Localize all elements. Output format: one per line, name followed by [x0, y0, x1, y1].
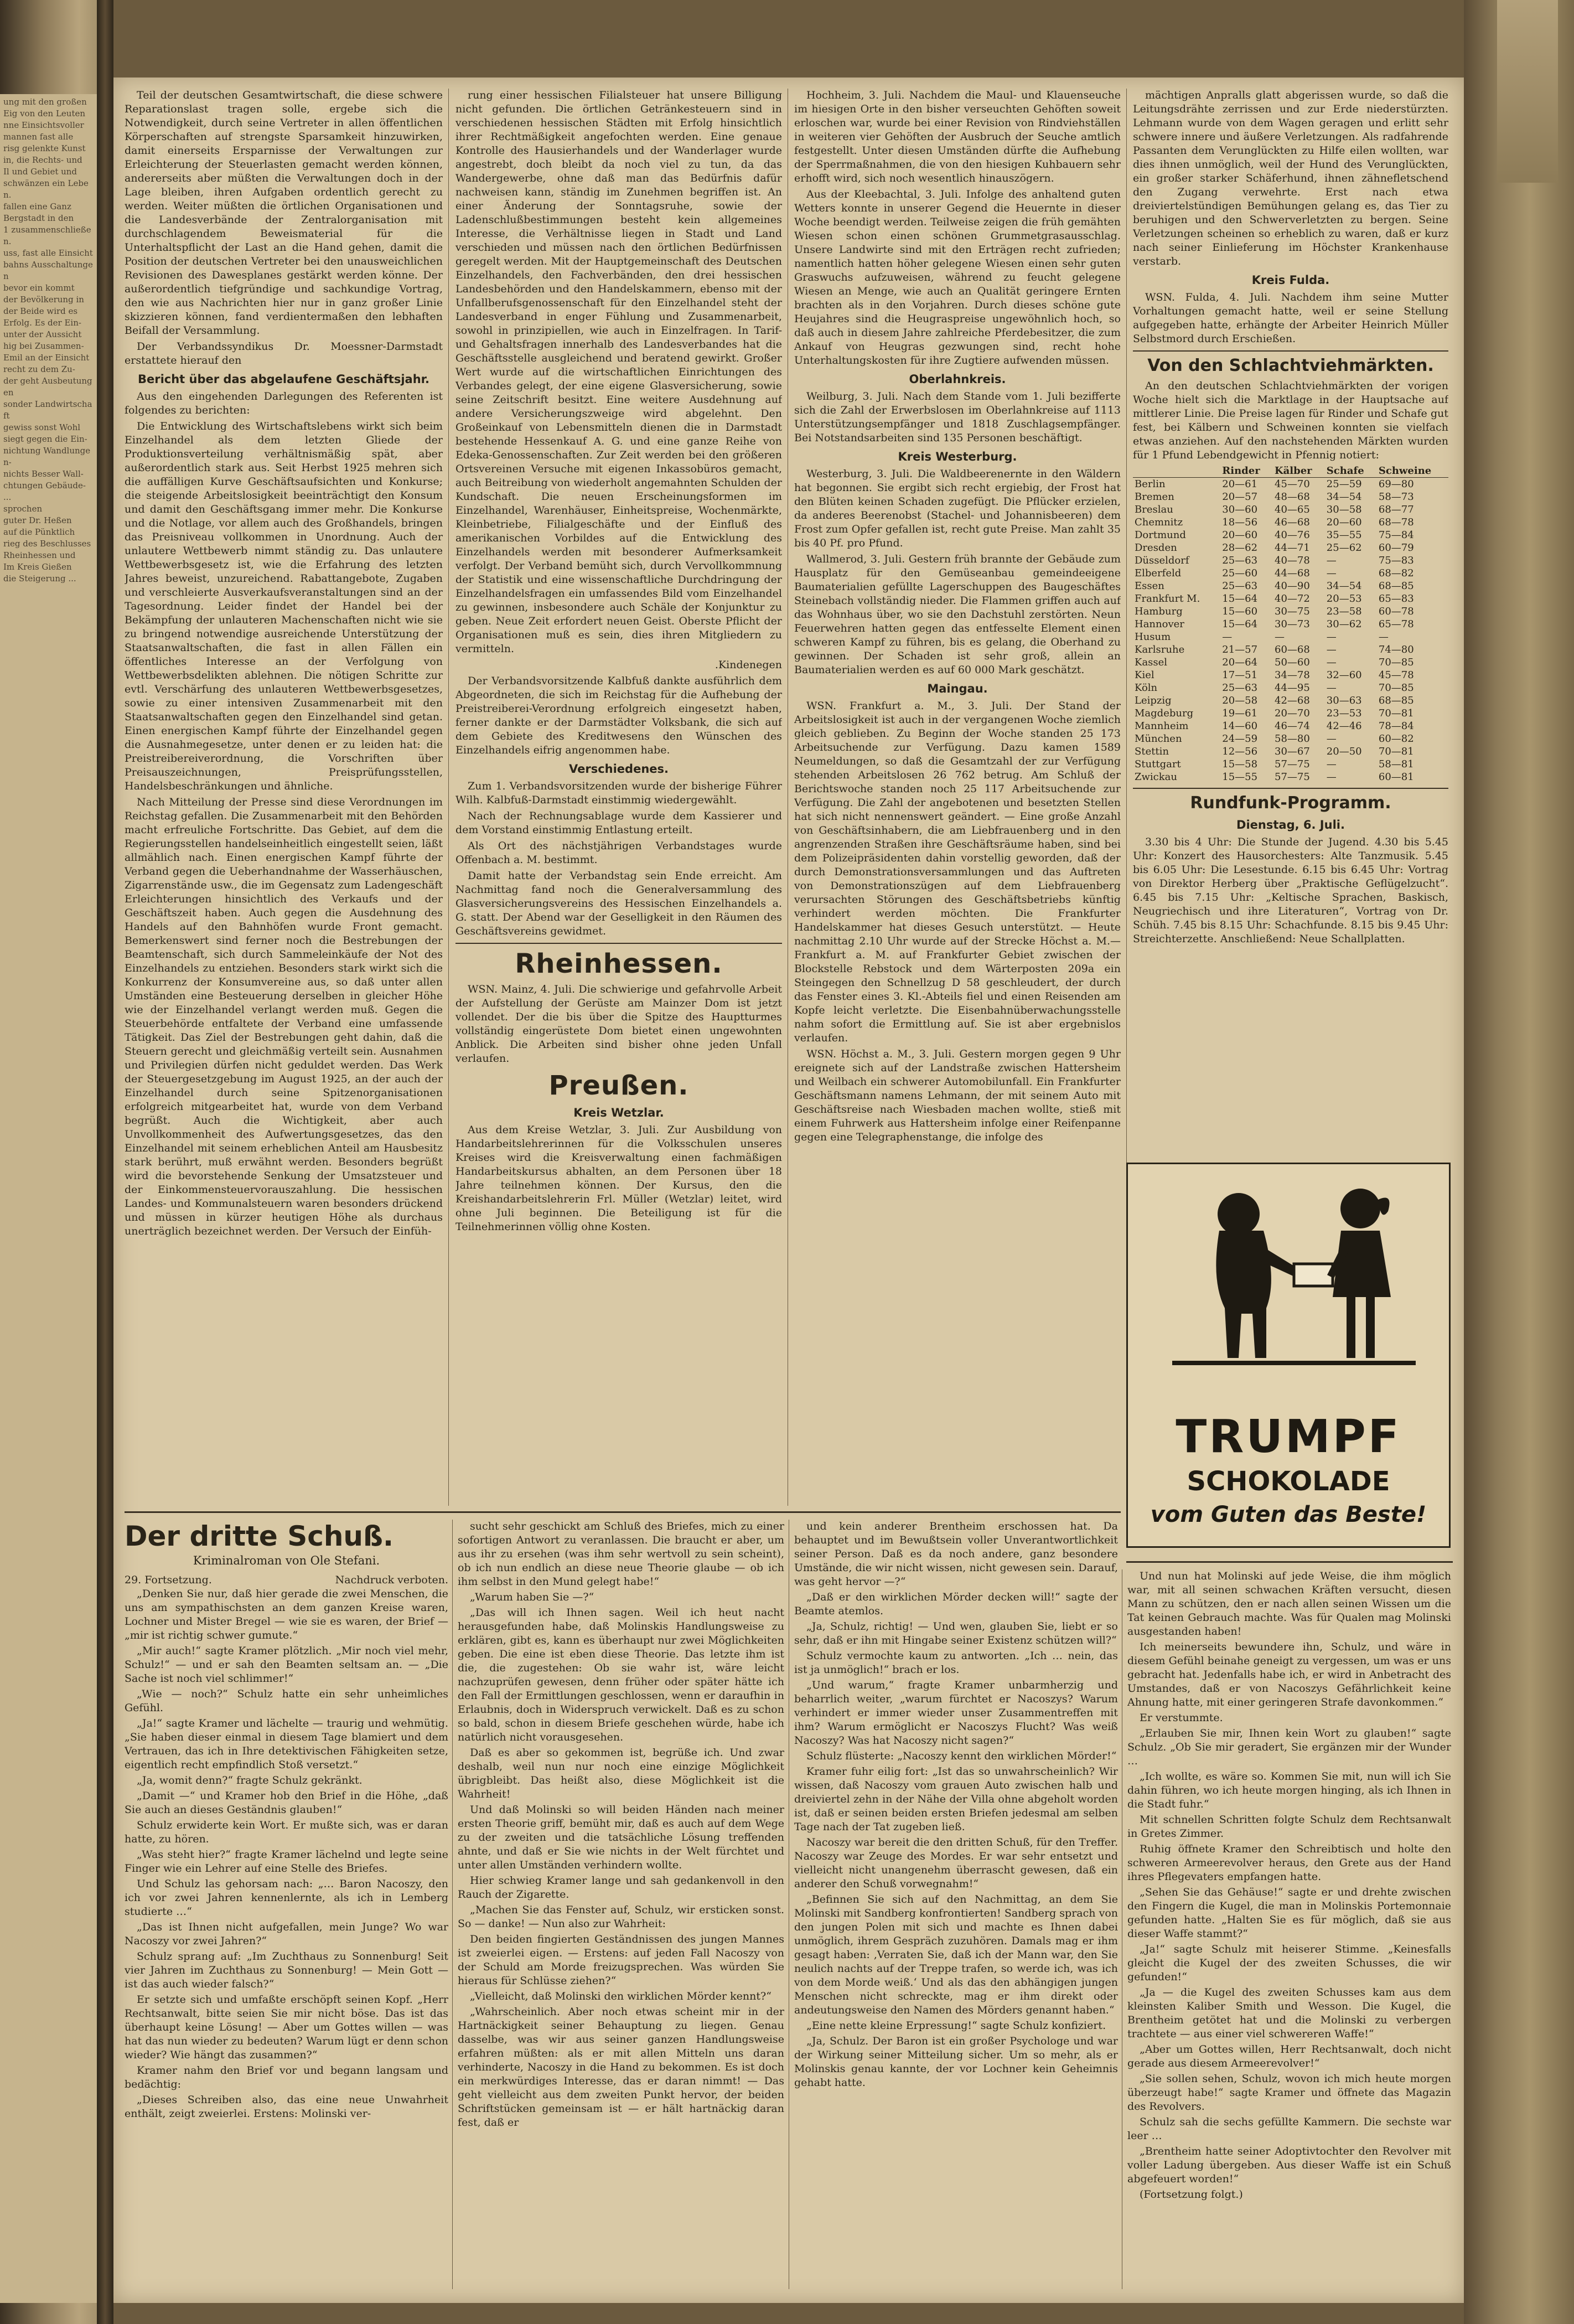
price-cell: 68—82	[1378, 567, 1414, 579]
serial-paragraph: Ich meinerseits bewundere ihn, Schulz, und wäre in diesem Gefühl beinahe geneigt zu vergessen, um was er uns gebracht hat. Jedenfalls habe ich, er wird in Anbetracht des Umstandes, daß er von Nacoszys Gefährlichkeit keine Ahnung hatte, mit einer geringeren Strafe davonkommen.“	[1127, 1641, 1451, 1708]
price-cell: 44—95	[1275, 682, 1310, 694]
section-heading-fulda: Kreis Fulda.	[1251, 273, 1330, 287]
serial-paragraph: Und nun hat Molinski auf jede Weise, die ihm möglich war, mit all seinen schwachen Kräften versucht, diesen Mann zu schützen, den er nach allen seinen Wissen um die Tat keinen Gebrauch machte. Was für Qualen mag Molinski ausgestanden haben!	[1127, 1570, 1451, 1638]
price-cell: 45—70	[1275, 478, 1310, 490]
serial-paragraph: und kein anderer Brentheim erschossen hat. Da behauptet und im Bewußtsein voller Unverantwortlichkeit seiner Person. Daß es da noch andere, ganz besondere Umstände, die wir nicht wissen, nicht gewesen sein. Darauf, was geht hervor —?“	[794, 1520, 1118, 1588]
column-3	[794, 89, 1121, 1506]
ad-brand-name: TRUMPF	[1176, 1411, 1401, 1463]
table-row	[1133, 758, 1448, 771]
section-heading-oberlahnkreis: Oberlahnkreis.	[909, 373, 1006, 386]
price-cell: 19—61	[1222, 707, 1258, 719]
serial-paragraph: Ruhig öffnete Kramer den Schreibtisch und holte den schweren Armeerevolver heraus, den Grete aus der Hand ihres Pflegevaters empfangen hatte.	[1127, 1843, 1451, 1883]
price-cell: 20—64	[1222, 657, 1258, 668]
article-paragraph: Zum 1. Verbandsvorsitzenden wurde der bisherige Führer Wilh. Kalbfuß-Darmstadt einstimmig wiedergewählt.	[455, 780, 782, 806]
price-cell: 25—59	[1326, 478, 1362, 490]
serial-paragraph: Schulz sah die sechs gefüllte Kammern. Die sechste war leer …	[1127, 2116, 1451, 2142]
serial-column-4	[1127, 1569, 1451, 2289]
price-cell: —	[1326, 682, 1337, 694]
serial-paragraph: Und daß Molinski so will beiden Händen nach meiner ersten Theorie griff, bemüht mir, daß es auch auf dem Wege zu der zweiten und die tatsächliche Lösung treffenden ahnte, und daß er Sie wie nichts in der Welt fürchtet und unter allen Umständen verhindern wollte.	[458, 1804, 784, 1871]
price-cell: 14—60	[1222, 720, 1258, 732]
serial-paragraph: „Damit —“ und Kramer hob den Brief in die Höhe, „daß Sie auch an dieses Geständnis glauben!“	[125, 1790, 448, 1816]
serial-paragraph: „Das ist Ihnen nicht aufgefallen, mein Junge? Wo war Nacoszy vor zwei Jahren?“	[125, 1921, 448, 1947]
serial-paragraph: „Mir auch!“ sagte Kramer plötzlich. „Mir noch viel mehr, Schulz!“ — und er sah den Beamten seltsam an. — „Die Sache ist noch viel schlimmer!“	[125, 1645, 448, 1685]
article-paragraph: WSN. Fulda, 4. Juli. Nachdem ihm seine Mutter Vorhaltungen gemacht hatte, weil er seine Stellung aufgegeben hatte, erhängte der Arbeiter Heinrich Müller Selbstmord durch Erschießen.	[1133, 291, 1448, 345]
price-cell: 23—53	[1326, 707, 1362, 719]
price-cell: 20—61	[1222, 478, 1258, 490]
price-cell: 48—68	[1275, 491, 1310, 503]
price-cell: 68—77	[1378, 504, 1414, 515]
serial-paragraph: Schulz erwiderte kein Wort. Er mußte sich, was er daran hatte, zu hören.	[125, 1819, 448, 1845]
serial-header	[125, 1520, 448, 1587]
price-cell: 17—51	[1222, 669, 1258, 681]
price-cell: 30—62	[1326, 618, 1362, 630]
serial-paragraph: „Ja, Schulz, richtig! — Und wen, glauben Sie, liebt er so sehr, daß er ihn mit Hingabe seiner Existenz schützen will?“	[794, 1620, 1118, 1646]
table-header-cell	[1133, 464, 1220, 478]
price-cell: 75—83	[1378, 555, 1414, 566]
serial-paragraph: „Wie — noch?“ Schulz hatte ein sehr unheimliches Gefühl.	[125, 1688, 448, 1714]
market-city-cell: Köln	[1135, 682, 1158, 694]
price-cell: 34—54	[1326, 580, 1362, 592]
table-row	[1133, 503, 1448, 516]
market-city-cell: München	[1135, 733, 1182, 745]
price-cell: 30—60	[1222, 504, 1258, 515]
section-heading-wetzlar: Kreis Wetzlar.	[573, 1106, 664, 1119]
serial-paragraph: „Ja — die Kugel des zweiten Schusses kam aus dem kleinsten Kaliber Smith und Wesson. Die Kugel, die Brentheim getötet hat und die Molinski zu verbergen trachtete — aus einer viel schwereren Waffe!“	[1127, 1986, 1451, 2040]
market-city-cell: Karlsruhe	[1135, 644, 1185, 655]
price-cell: 21—57	[1222, 644, 1258, 655]
article-paragraph: Aus den eingehenden Darlegungen des Referenten ist folgendes zu berichten:	[125, 390, 443, 416]
serial-paragraph: sucht sehr geschickt am Schluß des Briefes, mich zu einer sofortigen Antwort zu veranlassen. Die braucht er aber, um aus ihr zu ersehen (was ihm sehr wertvoll zu sein scheint), ob ich nun endlich an diese neue Theorie glaube — ob ich ihm selbst in den Mund gelegt habe!“	[458, 1520, 784, 1588]
price-cell: 68—85	[1378, 695, 1414, 706]
price-cell: 68—85	[1378, 580, 1414, 592]
serial-paragraph: „Befinnen Sie sich auf den Nachmittag, an dem Sie Molinski mit Sandberg konfrontierten! Sandberg sprach von den jungen Polen mit sich und machte es Ihnen dabei unmöglich, ihrem Gespräch zuzuhören. Damals mag er ihm gesagt haben: ‚Verraten Sie, daß ich der Mann war, den Sie neulich nachts auf der Treppe trafen, so werde ich, was ich von dem Morde weiß.‘ Und als das den abhängigen jungen Menschen nicht schreckte, mag er ihm direkt oder andeutungsweise den Namen des Mörders genannt haben.“	[794, 1893, 1118, 2016]
price-cell: 12—56	[1222, 746, 1258, 757]
price-cell: —	[1326, 733, 1337, 745]
previous-page-text: ung mit den großen Eig von den Leuten nne Einsichtsvoller mannen fast alle risg gelenkte Kunst in, die Rechts- und Il und Gebiet und schwänzen ein Leben. fallen eine Ganz Bergstadt in den 1 zusammenschließen. uss, fast alle Einsicht bahns Ausschaltungen bevor ein kommt der Bevölkerung in der Beide wird es Erfolg. Es der Ein- unter der Aussicht hig bei Zusammen- Emil an der Einsicht recht zu dem Zu- der geht Ausbeutungen sonder Landwirtschaft gewiss sonst Wohl siegt gegen die Ein- nichtung Wandlungen- nichts Besser Wall- chtungen Gebäude- ... sprochen guter Dr. Heßen auf die Pünktlich rieg des Beschlusses Rheinhessen und Im Kreis Gießen die Steigerung ...	[3, 97, 93, 583]
livestock-price-table	[1133, 464, 1448, 783]
serial-paragraph: „Ja!“ sagte Schulz mit heiserer Stimme. „Keinesfalls gleicht die Kugel der des zweiten Schusses, die wir gefunden!“	[1127, 1943, 1451, 1983]
serial-paragraph: „Dieses Schreiben also, das eine neue Unwahrheit enthält, zeigt zweierlei. Erstens: Molinski ver-	[125, 2094, 448, 2120]
article-paragraph: Westerburg, 3. Juli. Die Waldbeerenernte in den Wäldern hat begonnen. Sie ergibt sich recht ergiebig, der Frost hat den Blüten keinen Schaden zugefügt. Die Pflücker erzielen, da anderes Beerenobst (Stachel- und Johannisbeeren) dem Frost zum Opfer gefallen ist, recht gute Preise. Man zahlt 35 bis 40 Pf. pro Pfund.	[794, 468, 1121, 549]
table-header-cell: Rinder	[1220, 464, 1273, 478]
price-cell: 35—55	[1326, 529, 1362, 541]
price-cell: 20—50	[1326, 746, 1362, 757]
serial-paragraph: (Fortsetzung folgt.)	[1140, 2188, 1243, 2201]
table-row	[1133, 478, 1448, 491]
price-cell: 70—81	[1378, 707, 1414, 719]
serial-paragraph: Mit schnellen Schritten folgte Schulz dem Rechtsanwalt in Gretes Zimmer.	[1127, 1814, 1451, 1840]
table-row	[1133, 643, 1448, 656]
page-divider	[1126, 1561, 1453, 1563]
article-paragraph: An den deutschen Schlachtviehmärkten der vorigen Woche hielt sich die Marktlage in der Hauptsache auf mittlerer Linie. Die Preise lagen für Rinder und Schafe gut fest, bei Kälbern und Schweinen konnten sie vielfach etwas anziehen. Auf den nachstehenden Märkten wurden für 1 Pfund Lebendgewicht in Pfennig notiert:	[1133, 380, 1448, 461]
serial-paragraph: Schulz vermochte kaum zu antworten. „Ich … nein, das ist ja unmöglich!“ brach er los.	[794, 1650, 1118, 1676]
serial-paragraph: Und Schulz las gehorsam nach: „… Baron Nacoszy, den ich vor zwei Jahren kennenlernte, als ich in Lemberg studierte …“	[125, 1878, 448, 1918]
price-cell: 34—78	[1275, 669, 1310, 681]
price-cell: 60—68	[1275, 644, 1310, 655]
table-row	[1133, 745, 1448, 758]
serial-paragraph: Schulz sprang auf: „Im Zuchthaus zu Sonnenburg! Seit vier Jahren im Zuchthaus zu Sonnenburg! — Mein Gott — ist das auch wieder falsch?“	[125, 1950, 448, 1990]
serial-rights: Nachdruck verboten.	[335, 1574, 448, 1586]
market-city-cell: Frankfurt M.	[1135, 593, 1200, 605]
market-city-cell: Leipzig	[1135, 695, 1172, 706]
article-paragraph: Der Verbandssyndikus Dr. Moessner-Darmstadt erstattete hierauf den	[125, 340, 443, 366]
price-cell: —	[1222, 631, 1233, 643]
price-cell: —	[1326, 644, 1337, 655]
serial-paragraph: „Ich wollte, es wäre so. Kommen Sie mit, nun will ich Sie dahin führen, wo ich heute morgen hinging, als ich Ihnen in die Stadt fuhr.“	[1127, 1770, 1451, 1810]
price-cell: 25—62	[1326, 542, 1362, 554]
table-row	[1133, 567, 1448, 580]
article-paragraph: .Kindenegen	[714, 659, 782, 671]
previous-page-fragment	[0, 94, 97, 2303]
market-city-cell: Kiel	[1135, 669, 1154, 681]
price-cell: 50—60	[1275, 657, 1310, 668]
serial-subtitle: Kriminalroman von Ole Stefani.	[193, 1554, 380, 1567]
serial-paragraph: „Machen Sie das Fenster auf, Schulz, wir ersticken sonst. So — danke! — Nun also zur Wahrheit:	[458, 1904, 784, 1930]
market-city-cell: Magdeburg	[1135, 707, 1194, 719]
serial-text	[794, 1520, 1118, 2090]
serial-paragraph: „Warum haben Sie —?“	[470, 1591, 594, 1603]
section-heading-rundfunk: Rundfunk-Programm.	[1190, 793, 1391, 813]
column-2	[455, 89, 782, 1506]
serial-paragraph: Daß es aber so gekommen ist, begrüße ich. Und zwar deshalb, weil nun nur noch eine einzige Möglichkeit übrigbleibt. Das heißt also, diese Möglichkeit ist die Wahrheit!	[458, 1747, 784, 1800]
table-row	[1133, 580, 1448, 592]
serial-paragraph: „Und warum,“ fragte Kramer unbarmherzig und beharrlich weiter, „warum fürchtet er Nacoszys? Warum verhindert er immer wieder unser Zusammentreffen mit ihm? Warum ermöglicht er Nacoszys Flucht? Was weiß Nacoszy? Was hat Nacoszy nicht sagen?“	[794, 1679, 1118, 1747]
market-city-cell: Chemnitz	[1135, 517, 1183, 528]
table-row	[1133, 669, 1448, 681]
table-header-cell: Kälber	[1273, 464, 1325, 478]
price-cell: 23—58	[1326, 606, 1362, 617]
rundfunk-date: Dienstag, 6. Juli.	[1236, 818, 1345, 832]
price-cell: 20—70	[1275, 707, 1310, 719]
price-cell: 58—81	[1378, 758, 1414, 770]
serial-paragraph: Nacoszy war bereit die den dritten Schuß, für den Treffer. Nacoszy war Zeuge des Mordes. Er war sehr entsetzt und vielleicht nicht unangenehm überrascht gewesen, daß ein anderer den Schuß vorwegnahm!“	[794, 1836, 1118, 1890]
article-paragraph: 3.30 bis 4 Uhr: Die Stunde der Jugend. 4.30 bis 5.45 Uhr: Konzert des Hausorchesters: Alte Tanzmusik. 5.45 bis 6.05 Uhr: Die Lesestunde. 6.15 bis 6.45 Uhr: Vortrag von Direktor Herberg über „Praktische Geflügelzucht“. 6.45 bis 7.15 Uhr: „Keltische Sprachen, Baskisch, Neugriechisch und ihre Literaturen“, Vortrag von Dr. Schüh. 7.45 bis 8.15 Uhr: Schachfunde. 8.15 bis 9.45 Uhr: Streichterzette. Anschließend: Neue Schallplatten.	[1133, 836, 1448, 945]
article-paragraph: Der Verbandsvorsitzende Kalbfuß dankte ausführlich dem Abgeordneten, die sich im Reichstag für die Aufhebung der Preistreiberei-Verordnung erfolgreich eingesetzt haben, ferner dankte er der Darmstädter Volksbank, die sich auf dem Gebiete des Kreditwesens den Wünschen des Einzelhandels eifrig angenommen habe.	[455, 675, 782, 756]
price-cell: 15—58	[1222, 758, 1258, 770]
serial-paragraph: „Wahrscheinlich. Aber noch etwas scheint mir in der Hartnäckigkeit seiner Behauptung zu liegen. Genau dasselbe, was wir aus seiner ganzen Handlungsweise erfahren müßten: als er mit allen Mitteln uns daran verhinderte, Nacoszy in die Hand zu bekommen. Es ist doch ein merkwürdiges Interesse, das er daran nimmt! — Das geht vielleicht aus dem zweiten Punkt hervor, der beiden Schriftstücken gemeinsam ist — er hält hartnäckig daran fest, daß er	[458, 2006, 784, 2129]
table-row	[1133, 554, 1448, 567]
article-paragraph: Die Entwicklung des Wirtschaftslebens wirkt sich beim Einzelhandel als dem letzten Gliede der Produktionsverteilung verhältnismäßig spät, aber außerordentlich stark aus. Seit Herbst 1925 mehren sich die auffälligen Kurve Geschäftsaufsichten und Konkurse; die steigende Arbeitslosigkeit beeinträchtigt den Konsum und damit den Geschäftsgang immer mehr. Die Konkurse und die Notlage, vor allem auch des Großhandels, bringen das Preisniveau vollkommen in Unordnung. Auch der unlautere Wettbewerb nimmt ständig zu. Das unlautere Wettbewerbsgesetz ist, wie die Erfahrung des letzten Jahres beweist, unzureichend. Rabattangebote, Zugaben und verschleierte Ausverkaufsveranstaltungen sind an der Tagesordnung. Leider findet der Handel bei der Bekämpfung der unlauteren Machenschaften nicht wie sie zu bringend notwendige ausreichende Unterstützung der Staatsanwaltschaften, die fast in allen Fällen ein öffentliches Interesse an der Verfolgung von Wettbewerbsdelikten ablehnen. Die nötigen Schritte zur evtl. Verschärfung des unlauteren Wettbewerbsgesetzes, sowie zu einer intensiven Zusammenarbeit mit den Staatsanwaltschaften gegen den Einzelhandel sind getan. Einen energischen Kampf führte der Einzelhandel gegen die Ausnahmegesetze, unter denen er zu leiden hat: die Preistreibereiverordnung, die Vorschriften über Preisauszeichnungen, Preisprüfungsstellen, Handelsbeschränkungen und ähnliche.	[125, 420, 443, 792]
column-divider	[448, 89, 449, 1506]
serial-paragraph: „Das will ich Ihnen sagen. Weil ich heut nacht herausgefunden habe, daß Molinskis Handlungsweise zu erklären, gibt es, kann es überhaupt nur zwei Möglichkeiten geben. Die eine ist eben diese Theorie. Das letzte ihm ist die, die zugestehen: Ob sie wahr ist, wäre leicht nachzuprüfen gewesen, denn früher oder später hätte ich den Fall der Ermittlungen geschlossen, wenn er daraufhin in Erlaubnis, doch in Widerspruch verwickelt. Daß es zu schon so bald, schon in diesem Briefe geschehen würde, habe ich natürlich nicht vorausgesehen.	[458, 1607, 784, 1743]
price-cell: 30—63	[1326, 695, 1362, 706]
price-cell: 24—59	[1222, 733, 1258, 745]
price-cell: 60—79	[1378, 542, 1414, 554]
price-cell: 15—60	[1222, 606, 1258, 617]
price-cell: 18—56	[1222, 517, 1258, 528]
table-row	[1133, 605, 1448, 618]
price-cell: 30—58	[1326, 504, 1362, 515]
market-city-cell: Dresden	[1135, 542, 1177, 554]
article-paragraph: mächtigen Anpralls glatt abgerissen wurde, so daß die Leitungsdrähte zerrissen und zur Erde niederstürzten. Lehmann wurde von dem Wagen geragen und erlitt sehr schwere innere und äußere Verletzungen. Als radfahrende Passanten dem Verunglückten zu Hilfe eilen wollten, war dies ihnen unmöglich, weil der Hund des Verunglückten, ein großer starker Schäferhund, ihnen zähnefletschend den Zugang verwehrte. Erst nach etwa dreiviertelstündigen Bemühungen gelang es, das Tier zu beruhigen und den Schwerverletzten zu bergen. Seine Verletzungen scheinen so erheblich zu waren, daß er kurz nach seiner Einlieferung im Höchster Krankenhause verstarb.	[1133, 89, 1448, 267]
price-cell: 44—71	[1275, 542, 1310, 554]
price-cell: 42—46	[1326, 720, 1362, 732]
serial-text	[125, 1587, 448, 2121]
article-paragraph: WSN. Mainz, 4. Juli. Die schwierige und gefahrvolle Arbeit der Aufstellung der Gerüste am Mainzer Dom ist jetzt vollendet. Der die bis über die Spitze des Hauptturmes vollständig eingerüstete Dom bietet einen ungewohnten Anblick. Die Arbeiten sind bisher ohne jeden Unfall verlaufen.	[455, 983, 782, 1065]
ad-slogan: vom Guten das Beste!	[1150, 1502, 1427, 1527]
section-rule	[1133, 788, 1448, 789]
price-cell: —	[1326, 567, 1337, 579]
price-cell: 30—67	[1275, 746, 1310, 757]
price-cell: —	[1326, 758, 1337, 770]
serial-column-2	[458, 1520, 784, 2289]
serial-paragraph: Er verstummte.	[1140, 1712, 1223, 1724]
serial-paragraph: „Ja!“ sagte Kramer und lächelte — traurig und wehmütig. „Sie haben dieser einmal in diesem Tage blamiert und dem Vertrauen, das ich in Ihre detektivischen Fähigkeiten setze, eigentlich recht empfindlich Stoß versetzt.“	[125, 1717, 448, 1771]
section-heading-preussen: Preußen.	[548, 1070, 689, 1101]
price-cell: 40—65	[1275, 504, 1310, 515]
price-cell: 20—60	[1222, 529, 1258, 541]
serial-part: 29. Fortsetzung.	[125, 1574, 212, 1586]
price-cell: —	[1326, 555, 1337, 566]
price-cell: 74—80	[1378, 644, 1414, 655]
price-cell: 70—85	[1378, 657, 1414, 668]
book-spine	[97, 0, 113, 2324]
market-city-cell: Hannover	[1135, 618, 1184, 630]
price-cell: 40—90	[1275, 580, 1310, 592]
newspaper-page	[113, 78, 1464, 2303]
table-body	[1133, 478, 1448, 784]
article-paragraph: Weilburg, 3. Juli. Nach dem Stande vom 1. Juli bezifferte sich die Zahl der Erwerbslosen im Oberlahnkreise auf 1113 Unterstützungsempfänger und 1818 Zuschlagsempfänger. Bei Notstandsarbeiten sind 135 Personen beschäftigt.	[794, 390, 1121, 444]
price-cell: 28—62	[1222, 542, 1258, 554]
table-row	[1133, 516, 1448, 529]
market-city-cell: Stuttgart	[1135, 758, 1181, 770]
market-city-cell: Mannheim	[1135, 720, 1189, 732]
serial-paragraph: „Daß er den wirklichen Mörder decken will!“ sagte der Beamte atemlos.	[794, 1591, 1118, 1617]
price-cell: —	[1275, 631, 1285, 643]
market-city-cell: Dortmund	[1135, 529, 1186, 541]
article-paragraph: Teil der deutschen Gesamtwirtschaft, die diese schwere Reparationslast tragen solle, ergebe sich die Notwendigkeit, durch seine Vertreter in allen öffentlichen Körperschaften auf strengste Sparsamkeit hinzuwirken, damit einerseits Ersparnisse der Verwaltungen zur Erleichterung der Steuerlasten gemacht werden können, andererseits aber müßten die Verwaltungen doch in der Lage bleiben, ihren Aufgaben ordentlich gerecht zu werden. Weiter müßten die örtlichen Organisationen und die Landesverbände der Zentralorganisation mit durchschlagendem Beweismaterial für die Unterhaltspflicht der Last an die Hand gehen, damit die Position der deutschen Vertreter bei den unausweichlichen Revisionen des Dawesplanes gestärkt werden könne. Der außerordentlich tiefgründige und sachkundige Vortrag, den wie aus Nachrichten hier nur in ganz großer Linie skizzieren können, fand verdientermaßen den lebhaften Beifall der Versammlung.	[125, 89, 443, 337]
price-cell: 25—63	[1222, 580, 1258, 592]
serial-paragraph: Den beiden fingierten Geständnissen des jungen Mannes ist zweierlei eigen. — Erstens: auf jeden Fall Nacoszy von der Schuld am Morde freizugsprechen. Was würden Sie hieraus für Schlüsse ziehen?“	[458, 1933, 784, 1987]
price-cell: 46—68	[1275, 517, 1310, 528]
price-cell: 40—78	[1275, 555, 1310, 566]
market-city-cell: Zwickau	[1135, 771, 1177, 783]
table-row	[1133, 732, 1448, 745]
serial-paragraph: „Sie sollen sehen, Schulz, wovon ich mich heute morgen überzeugt habe!“ sagte Kramer und öffnete das Magazin des Revolvers.	[1127, 2073, 1451, 2113]
article-paragraph: WSN. Höchst a. M., 3. Juli. Gestern morgen gegen 9 Uhr ereignete sich auf der Landstraße zwischen Hattersheim und Weilbach ein schwerer Automobilunfall. Ein Frankfurter Geschäftsmann namens Lehmann, der mit seinem Auto mit Geschäftsreise nach Wiesbaden machen wollte, stieß mit einem Fuhrwerk aus Hattersheim infolge einer Reifenpanne gegen eine Telegraphenstange, die infolge des	[794, 1048, 1121, 1143]
article-paragraph: rung einer hessischen Filialsteuer hat unsere Billigung nicht gefunden. Die örtlichen Getränkesteuern sind in verschiedenen hessischen Städten mit Erfolg hinsichtlich ihrer Rechtmäßigkeit angefochten werden. Eine genaue Kontrolle des Hausierhandels und der Wanderlager wurde angestrebt, doch bleibt da noch viel zu tun, da das Wandergewerbe, ohne daß man das Bedürfnis dafür nachweisen kann, ständig im Zunehmen begriffen ist. An einer Änderung der Sonntagsruhe, sowie der Ladenschlußbestimmungen besteht kein allgemeines Interesse, die Verhältnisse liegen in Stadt und Land verschieden und müssen nach den örtlichen Bedürfnissen geregelt werden. Mit der Hauptgemeinschaft des Deutschen Einzelhandels, den Fachverbänden, den drei hessischen Landesbehörden und den Handelskammern, ebenso mit der Unfallberufsgenossenschaft für den Einzelhandel steht der Landesverband in enger Fühlung und Zusammenarbeit, sowohl in prinzipiellen, wie auch in Einzelfragen. In Tarif- und Gehaltsfragen innerhalb des Landesverbandes hat die Geschäftsstelle ausgleichend und beratend gewirkt. Großer Wert wurde auf die wirtschaftlichen Einrichtungen des Verbandes gelegt, der eine eigene Glasversicherung, sowie seine Zeitschrift besitzt. Eine weitere Ausdehnung auf andere Versicherungszweige wird abgelehnt. Den Großeinkauf von Lebensmitteln dienen die in Darmstadt bestehende Hessenkauf A. G. und eine ganze Reihe von Edeka-Genossenschaften. Zur Zeit werden bei den größeren Ortsvereinen Versuche mit eigenen Inkassobüros gemacht, auch Beitreibung von wiederholt angemahnten Schulden der Kundschaft. Die neuen Erscheinungsformen im Einzelhandel, Warenhäuser, Einheitspreise, Wochenmärkte, Kleinbetriebe, Filialgeschäfte und der Einfluß des amerikanischen Vorbildes auf die Entwicklung des Einzelhandels werden mit besonderer Aufmerksamkeit verfolgt. Der Verband bemüht sich, durch Vervollkommnung der Statistik und eine wissenschaftliche Durchdringung der Einzelhandelsfragen ein umfassendes Bild vom Einzelhandel zu gewinnen, insbesondere auch Schäle der Konjunktur zu geben. Neue Zeit erfordert neuen Geist. Oberste Pflicht der Organisationen muß es sein, dies ihren Mitgliedern zu vermitteln.	[455, 89, 782, 655]
article-paragraph: WSN. Frankfurt a. M., 3. Juli. Der Stand der Arbeitslosigkeit ist auch in der vergangenen Woche ziemlich gleich geblieben. Zu Beginn der Woche standen 25 173 Arbeitsuchende zur Verfügung. Dazu kamen 1589 Neumeldungen, so daß die Gesamtzahl der zur Verfügung stehenden Arbeitslosen 26 762 betrug. Am Schluß der Berichtswoche standen noch 25 117 Arbeitsuchende zur Verfügung. Die Zahl der angebotenen und besetzten Stellen hat sich nicht nennenswert geändert. — Eine große Anzahl von Geschäftsinhabern, die am Liebfrauenberg und in den angrenzenden Straßen ihre Geschäftsräume haben, sind bei dem Polizeipräsidenten dahin vorstellig geworden, daß der durch Demonstrationsversammlungen und das Auftreten von Demonstrationszügen auf dem Liebfrauenberg verursachten Störungen des Geschäftsbetriebs künftig verhindert werden möchten. Die Frankfurter Handelskammer hat dieses Gesuch unterstützt. — Heute nachmittag 2.10 Uhr wurde auf der Strecke Höchst a. M.—Frankfurt a. M. auf Frankfurter Gebiet zwischen der Blockstelle Rebstock und dem Wärterposten 209a ein Steingegen den Schnellzug D 58 geschleudert, der durch das Fenster eines 3. Kl.-Abteils fiel und einen Reisenden am Kopfe leicht verletzte. Die Eisenbahnüberwachungsstelle nahm sofort die Ermittlung auf. Sie ist aber ergebnislos verlaufen.	[794, 700, 1121, 1044]
table-row	[1133, 618, 1448, 631]
price-cell: 34—54	[1326, 491, 1362, 503]
report-heading: Bericht über das abgelaufene Geschäftsjahr.	[137, 373, 430, 386]
market-city-cell: Berlin	[1135, 478, 1166, 490]
article-paragraph: Nach der Rechnungsablage wurde dem Kassierer und dem Vorstand einstimmig Entlastung erteilt.	[455, 810, 782, 836]
serial-paragraph: „Erlauben Sie mir, Ihnen kein Wort zu glauben!“ sagte Schulz. „Ob Sie mir geradert, Sie ergänzen mir der Wunder …	[1127, 1727, 1451, 1767]
column-divider	[452, 1520, 453, 2289]
price-cell: 57—75	[1275, 771, 1310, 783]
price-cell: 42—68	[1275, 695, 1310, 706]
serial-paragraph: Schulz flüsterte: „Nacoszy kennt den wirklichen Mörder!“	[806, 1750, 1117, 1762]
price-cell: 20—60	[1326, 517, 1362, 528]
table-row	[1133, 694, 1448, 707]
table-header-cell: Schweine	[1377, 464, 1448, 478]
section-rule	[1133, 350, 1448, 352]
price-cell: 60—78	[1378, 606, 1414, 617]
price-cell: 25—60	[1222, 567, 1258, 579]
price-cell: 20—53	[1326, 593, 1362, 605]
price-cell: 15—64	[1222, 593, 1258, 605]
price-cell: —	[1326, 657, 1337, 668]
price-cell: 58—73	[1378, 491, 1414, 503]
price-cell: 78—84	[1378, 720, 1414, 732]
serial-paragraph: „Vielleicht, daß Molinski den wirklichen Mörder kennt?“	[470, 1990, 772, 2002]
market-city-cell: Kassel	[1135, 657, 1168, 668]
table-row	[1133, 490, 1448, 503]
children-silhouette-illustration	[1128, 1170, 1446, 1408]
serial-meta	[125, 1573, 448, 1587]
chocolate-advertisement	[1126, 1163, 1451, 1548]
column-4	[1133, 89, 1448, 1163]
section-heading-schlachtviehmaerkte: Von den Schlachtviehmärkten.	[1147, 356, 1434, 375]
market-city-cell: Husum	[1135, 631, 1171, 643]
serial-paragraph: Kramer nahm den Brief vor und begann langsam und bedächtig:	[125, 2064, 448, 2090]
table-row	[1133, 707, 1448, 720]
section-heading-westerburg: Kreis Westerburg.	[898, 450, 1017, 463]
market-city-cell: Bremen	[1135, 491, 1174, 503]
price-cell: 46—74	[1275, 720, 1310, 732]
price-cell: 40—76	[1275, 529, 1310, 541]
serial-text	[458, 1520, 784, 2130]
price-cell: —	[1326, 771, 1337, 783]
market-city-cell: Stettin	[1135, 746, 1169, 757]
market-city-cell: Hamburg	[1135, 606, 1183, 617]
table-row	[1133, 720, 1448, 732]
price-cell: 30—75	[1275, 606, 1310, 617]
price-cell: 15—55	[1222, 771, 1258, 783]
scan-background-right	[1464, 0, 1574, 2324]
market-city-cell: Elberfeld	[1135, 567, 1182, 579]
market-city-cell: Düsseldorf	[1135, 555, 1189, 566]
column-divider	[1126, 89, 1127, 1163]
price-cell: 68—78	[1378, 517, 1414, 528]
serial-paragraph: „Eine nette kleine Erpressung!“ sagte Schulz konfiziert.	[806, 2020, 1106, 2032]
price-cell: 30—73	[1275, 618, 1310, 630]
serial-paragraph: „Ja, Schulz. Der Baron ist ein großer Psychologe und war der Wirkung seiner Mitteilung sicher. Um so mehr, als er Molinskis genau kannte, der vor Lochner kein Geheimnis gehabt hatte.	[794, 2035, 1118, 2089]
price-cell: 60—82	[1378, 733, 1414, 745]
price-cell: 40—72	[1275, 593, 1310, 605]
table-row	[1133, 631, 1448, 643]
serial-paragraph: Kramer fuhr eilig fort: „Ist das so unwahrscheinlich? Wir wissen, daß Nacoszy vom grauen Auto zwischen halb und dreiviertel zehn in der Nähe der Villa ohne abgeholt worden ist, daß er seinen beiden ersten Briefen jedesmal am selben Tage nach der Tat zugeben ließ.	[794, 1765, 1118, 1833]
price-cell: 69—80	[1378, 478, 1414, 490]
article-paragraph: Hochheim, 3. Juli. Nachdem die Maul- und Klauenseuche im hiesigen Orte in den bisher verseuchten Gehöften soweit erloschen war, wurde bei einer Revision von Rindviehställen in weiteren vier Gehöften der Ausbruch der Seuche amtlich festgestellt. Unter diesen Umständen dürfte die Aufhebung der Sperrmaßnahmen, die von den hiesigen Kuhbauern sehr erhofft wird, sich noch wesentlich hinauszögern.	[794, 89, 1121, 184]
price-cell: 65—78	[1378, 618, 1414, 630]
price-cell: 58—80	[1275, 733, 1310, 745]
market-city-cell: Breslau	[1135, 504, 1173, 515]
table-row	[1133, 656, 1448, 669]
section-heading-verschiedenes: Verschiedenes.	[569, 762, 669, 776]
price-cell: 15—64	[1222, 618, 1258, 630]
serial-paragraph: „Denken Sie nur, daß hier gerade die zwei Menschen, die uns am sympathischsten an dem ganzen Kreise waren, Lochner und Mister Bregel — wie sie es waren, der Brief — „mir ist richtig schwer gumute.“	[125, 1588, 448, 1641]
market-city-cell: Essen	[1135, 580, 1164, 592]
serial-paragraph: „Sehen Sie das Gehäuse!“ sagte er und drehte zwischen den Fingern die Kugel, die man in Molinskis Portemonnaie gefunden hatte. „Halten Sie es für möglich, daß sie aus dieser Waffe stammt?“	[1127, 1886, 1451, 1940]
article-paragraph: Aus dem Kreise Wetzlar, 3. Juli. Zur Ausbildung von Handarbeitslehrerinnen für die Volksschulen unseres Kreises wird die Kreisverwaltung einen fachmäßigen Handarbeitskursus abhalten, an dem Personen über 18 Jahre teilnehmen können. Der Kursus, den die Kreishandarbeitslehrerin Frl. Müller (Wetzlar) leitet, wird ohne Juli beginnen. Die Beteiligung ist für die Teilnehmerinnen völlig ohne Kosten.	[455, 1124, 782, 1233]
table-header-row	[1133, 464, 1448, 478]
table-row	[1133, 529, 1448, 541]
price-cell: 75—84	[1378, 529, 1414, 541]
price-cell: 60—81	[1378, 771, 1414, 783]
page-divider	[125, 1511, 1121, 1513]
section-heading-maingau: Maingau.	[927, 682, 988, 695]
section-rule	[455, 943, 782, 944]
serial-paragraph: Hier schwieg Kramer lange und sah gedankenvoll in den Rauch der Zigarette.	[458, 1874, 784, 1900]
article-paragraph: Wallmerod, 3. Juli. Gestern früh brannte der Gebäude zum Hausplatz für den Gemüseanbau gemeindeeigene Baumaterialien gefüllte Lagerschuppen des Baugeschäftes Steinebach vollständig nieder. Die Flammen griffen auch auf das Wohnhaus über, wo sie den Dachstuhl zerstörten. Neun Feuerwehren hatten gegen das entfesselte Element einen schweren Kampf zu führen, bis es gelang, die Oberhand zu gewinnen. Der Schaden ist sehr groß, allein an Baumaterialien werden es auf 60 000 Mark geschätzt.	[794, 553, 1121, 676]
price-cell: 25—63	[1222, 682, 1258, 694]
price-cell: 25—63	[1222, 555, 1258, 566]
page-ribbon	[1497, 0, 1558, 183]
table-row	[1133, 541, 1448, 554]
serial-column-1	[125, 1520, 448, 2289]
column-1	[125, 89, 443, 1506]
serial-paragraph: „Aber um Gottes willen, Herr Rechtsanwalt, doch nicht gerade aus diesem Armeerevolver!“	[1127, 2043, 1451, 2069]
price-cell: 57—75	[1275, 758, 1310, 770]
table-row	[1133, 771, 1448, 783]
article-paragraph: Nach Mitteilung der Presse sind diese Verordnungen im Reichstag gefallen. Die Zusammenarbeit mit den Behörden macht erfreuliche Fortschritte. Das Gebiet, auf dem die Regierungsstellen handelseinheitlich eingestellt seien, läßt allmählich nach. Einen energischen Kampf führte der Verband gegen die Ueberhandnahme der Wasserhäuschen, Zigarrenstände usw., die im Gegensatz zum Ladengeschäft Erleichterungen hinsichtlich des Verkaufs und der Geschäftszeit haben. Auch gegen die Ausdehnung des Handels auf den Bahnhöfen wurde Front gemacht. Bemerkenswert sind ferner noch die Bestrebungen der Beamtenschaft, sich durch Sammeleinkäufe der Not des Einzelhandels zu entziehen. Besonders stark wirkt sich die Konkurrenz der Konsumvereine aus, so daß unter allen Umständen eine Besteuerung derselben in gleicher Höhe wie der Einzelhandel verlangt werden muß. Gegen die Steuerbehörde entfaltete der Verband eine umfassende Tätigkeit. Das Ziel der Bestrebungen geht dahin, daß die Steuern gerecht und gleichmäßig verteilt sein. Ausnahmen und Privilegien dürfen nicht geduldet werden. Das Werk der Steuergesetzgebung im August 1925, an der auch der Einzelhandel durch seine Spitzenorganisationen erfolgreich mitgearbeitet hat, wurde von dem Verband begrüßt. Auch die Wichtigkeit, aber auch Unvollkommenheit des Aufwertungsgesetzes, das den Einzelhandel mit seinem erheblichen Anteil am Hausbesitz stark berührt, muß erwähnt werden. Besonders begrüßt wird die bevorstehende Senkung der Umsatzsteuer und der Einkommensteuervorauszahlung. Die hessischen Landes- und Kommunalsteuern waren besonders drückend und müssen in kürzer heutigen Höhe als durchaus unerträglich bezeichnet werden. Der Versuch der Einfüh-	[125, 796, 443, 1237]
table-row	[1133, 681, 1448, 694]
price-cell: 45—78	[1378, 669, 1414, 681]
price-cell: 20—58	[1222, 695, 1258, 706]
price-cell: 70—85	[1378, 682, 1414, 694]
price-cell: 44—68	[1275, 567, 1310, 579]
article-paragraph: Als Ort des nächstjährigen Verbandstages wurde Offenbach a. M. bestimmt.	[455, 840, 782, 866]
price-cell: 32—60	[1326, 669, 1362, 681]
serial-paragraph: Er setzte sich und umfaßte erschöpft seinen Kopf. „Herr Rechtsanwalt, bitte seien Sie mir nicht böse. Das ist das überhaupt keine Lösung! — Aber um Gottes willen — was hat das nun wieder zu bedeuten? Warum lügt er denn schon wieder? Wie hängt das zusammen?“	[125, 1994, 448, 2061]
table-row	[1133, 592, 1448, 605]
article-paragraph: Aus der Kleebachtal, 3. Juli. Infolge des anhaltend guten Wetters konnte in unserer Gegend die Heuernte in dieser Woche beendigt werden. Teilweise zeigen die früh gemähten Wiesen schon einen schönen Grummetgrasausschlag. Unsere Landwirte sind mit den Erträgen recht zufrieden; namentlich hatten höher gelegene Wiesen einen sehr guten Graswuchs aufzuweisen, während zu feucht gelegene Wiesen an Menge, wie auch an Qualität geringere Ernten brachten als in den Vorjahren. Durch dieses schöne gute Heujahres sind die Heugraspreise ungewöhnlich hoch, so daß auch in diesem Jahre zahlreiche Pferdebesitzer, die zum Ankauf von Heugras gezwungen sind, recht hohe Unterhaltungskosten für ihre Zugtiere aufwenden müssen.	[794, 188, 1121, 366]
price-cell: —	[1326, 631, 1337, 643]
serial-title: Der dritte Schuß.	[125, 1520, 394, 1552]
article-paragraph: Damit hatte der Verbandstag sein Ende erreicht. Am Nachmittag fand noch die Generalversammlung des Glasversicherungsvereins des Hessischen Einzelhandels a. G. statt. Der Abend war der Geselligkeit in den Räumen des Geschäftsvereins gewidmet.	[455, 870, 782, 937]
serial-paragraph: „Ja, womit denn?“ fragte Schulz gekränkt.	[137, 1774, 363, 1786]
section-heading-rheinhessen: Rheinhessen.	[515, 948, 723, 979]
serial-paragraph: „Was steht hier?“ fragte Kramer lächelnd und legte seine Finger wie ein Lehrer auf eine Stelle des Briefes.	[125, 1848, 448, 1874]
serial-text	[1127, 1569, 1451, 2202]
price-cell: 65—83	[1378, 593, 1414, 605]
price-cell: 70—81	[1378, 746, 1414, 757]
ad-product-name: SCHOKOLADE	[1187, 1466, 1390, 1497]
price-cell: 20—57	[1222, 491, 1258, 503]
table-header-cell: Schafe	[1325, 464, 1377, 478]
price-cell: —	[1378, 631, 1389, 643]
serial-paragraph: „Brentheim hatte seiner Adoptivtochter den Revolver mit voller Ladung übergeben. Aus dieser Waffe ist ein Schuß abgefeuert worden!“	[1127, 2145, 1451, 2185]
serial-column-3	[794, 1520, 1118, 2289]
